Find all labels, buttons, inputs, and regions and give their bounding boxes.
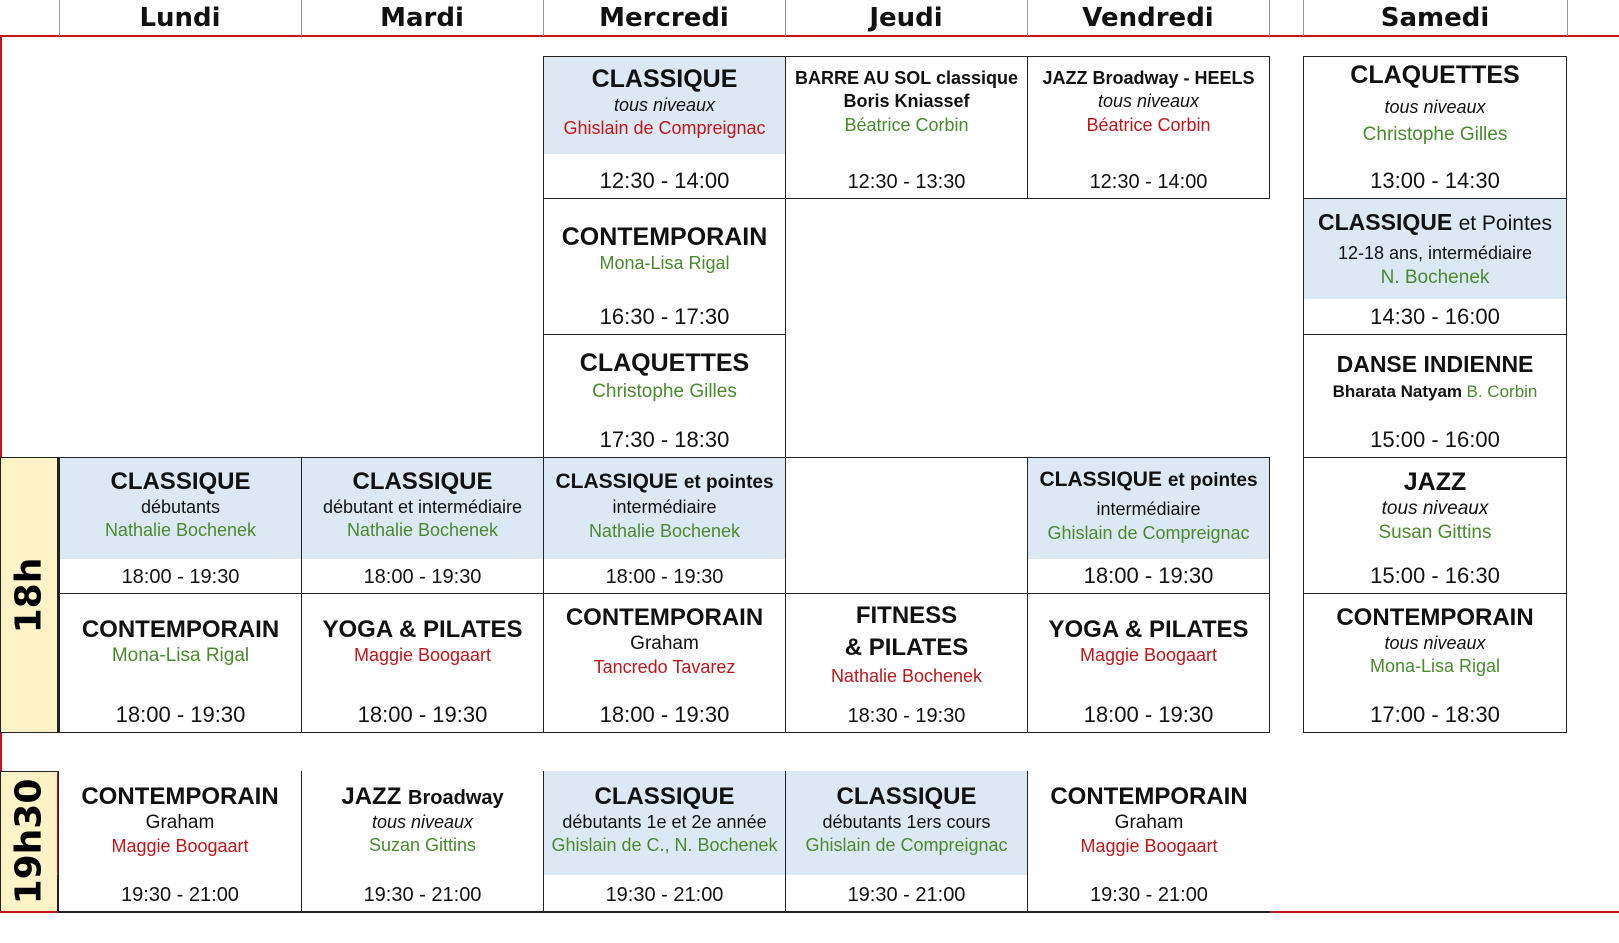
course-title	[555, 470, 773, 494]
course-teacher: Ghislain de Compreignac	[563, 118, 766, 139]
course-time: 16:30 - 17:30	[599, 304, 730, 329]
course-title	[1318, 209, 1552, 236]
course-title: CONTEMPORAIN	[81, 616, 280, 643]
course-wed-contemporain-graham[interactable]	[543, 593, 786, 733]
course-title: CONTEMPORAIN	[561, 223, 768, 251]
course-subtitle: Graham	[1114, 811, 1184, 833]
course-level: tous niveaux	[1097, 91, 1200, 112]
course-wed-classique-1230[interactable]	[543, 56, 786, 199]
course-teacher: Nathalie Bochenek	[830, 665, 983, 686]
course-title: CLASSIQUE	[591, 65, 738, 93]
course-thu-fitness-pilates[interactable]	[785, 593, 1028, 733]
course-level: tous niveaux	[1384, 96, 1486, 117]
course-time: 19:30 - 21:00	[121, 884, 239, 906]
course-time: 15:00 - 16:00	[1370, 427, 1500, 452]
course-subtitle: Boris Kniassef	[843, 91, 970, 112]
course-time: 19:30 - 21:00	[605, 884, 724, 906]
course-time: 18:00 - 19:30	[363, 566, 482, 588]
course-sat-contemporain[interactable]	[1303, 593, 1567, 733]
course-title: CLASSIQUE	[836, 783, 977, 810]
course-level: tous niveaux	[1381, 497, 1489, 519]
course-time: 19:30 - 21:00	[363, 884, 482, 906]
course-title: CLAQUETTES	[1350, 61, 1520, 89]
course-time: 19:30 - 21:00	[1090, 884, 1208, 906]
course-wed-classique-1930[interactable]	[543, 771, 786, 912]
course-time: 17:30 - 18:30	[599, 427, 730, 452]
course-title: CLASSIQUE	[110, 468, 251, 495]
course-tue-yoga-pilates[interactable]	[301, 593, 544, 733]
day-header-lundi: Lundi	[139, 3, 221, 33]
course-level: intermédiaire	[612, 497, 717, 518]
course-time: 14:30 - 16:00	[1370, 304, 1500, 329]
course-teacher: Maggie Boogaart	[1079, 644, 1218, 665]
course-title: CLASSIQUE	[352, 468, 493, 495]
course-title: JAZZ Broadway - HEELS	[1042, 68, 1255, 88]
course-level: débutants 1ers cours	[822, 811, 991, 832]
course-teacher: N. Bochenek	[1380, 266, 1490, 288]
course-title-suffix: et pointes	[683, 472, 774, 493]
course-time: 18:00 - 19:30	[1083, 702, 1214, 727]
course-subtitle: Graham	[145, 811, 215, 833]
day-header-vendredi: Vendredi	[1082, 3, 1214, 33]
course-level: tous niveaux	[371, 811, 474, 832]
course-level: tous niveaux	[613, 94, 716, 115]
course-teacher: Maggie Boogaart	[353, 644, 492, 665]
course-teacher: Béatrice Corbin	[1086, 114, 1211, 135]
course-teacher: Mona-Lisa Rigal	[599, 252, 730, 273]
course-thu-classique-1930[interactable]	[785, 771, 1028, 912]
course-wed-classique-pointes[interactable]	[543, 457, 786, 594]
time-band-label: 18h	[8, 557, 50, 633]
course-mon-classique[interactable]	[59, 457, 302, 594]
course-time: 18:00 - 19:30	[121, 566, 240, 588]
course-teacher: Maggie Boogaart	[1080, 836, 1218, 857]
course-teacher: Béatrice Corbin	[844, 114, 969, 135]
course-teacher: Suzan Gittins	[368, 834, 477, 855]
course-title-line1: FITNESS	[855, 602, 958, 629]
course-teacher: Ghislain de Compreignac	[1047, 522, 1250, 543]
course-title: CONTEMPORAIN	[1336, 604, 1534, 631]
course-time: 18:00 - 19:30	[115, 702, 246, 727]
course-level: débutants 1e et 2e année	[562, 811, 767, 832]
course-title: CLASSIQUE	[594, 783, 735, 810]
time-band-label: 19h30	[8, 778, 50, 905]
course-title: CONTEMPORAIN	[565, 604, 764, 631]
course-fri-jazz-heels[interactable]	[1027, 56, 1270, 199]
course-time: 18:00 - 19:30	[357, 702, 488, 727]
day-header-mercredi: Mercredi	[599, 3, 729, 33]
left-border	[0, 733, 2, 773]
course-time: 12:30 - 13:30	[847, 171, 966, 193]
day-header-mardi: Mardi	[380, 3, 464, 33]
course-sat-danse-indienne[interactable]	[1303, 334, 1567, 458]
course-teacher: Nathalie Bochenek	[104, 519, 257, 540]
course-level: intermédiaire	[1096, 499, 1201, 520]
course-title-main: CLASSIQUE	[555, 470, 678, 493]
course-title	[341, 783, 503, 811]
course-time: 18:30 - 19:30	[847, 705, 966, 727]
course-mon-contemporain[interactable]	[59, 593, 302, 733]
course-time: 15:00 - 16:30	[1370, 563, 1500, 588]
header-divider	[1567, 0, 1568, 36]
course-wed-contemporain-1630[interactable]	[543, 198, 786, 335]
course-fri-classique-pointes[interactable]	[1027, 457, 1270, 594]
course-title: CONTEMPORAIN	[1050, 783, 1248, 810]
course-title-main: JAZZ	[341, 783, 402, 810]
course-time: 18:00 - 19:30	[599, 702, 730, 727]
header-divider	[1269, 0, 1270, 36]
course-title-suffix: et Pointes	[1458, 212, 1552, 235]
course-level: 12-18 ans, intermédiaire	[1337, 243, 1533, 264]
course-title-main: CLASSIQUE	[1039, 468, 1162, 491]
course-time: 12:30 - 14:00	[1089, 171, 1208, 193]
course-wed-claquettes[interactable]	[543, 334, 786, 458]
course-teacher: Christophe Gilles	[592, 380, 737, 402]
course-level: tous niveaux	[1384, 632, 1486, 653]
course-fri-contemporain-1930[interactable]	[1027, 771, 1270, 912]
course-sat-jazz[interactable]	[1303, 457, 1567, 594]
course-time: 18:00 - 19:30	[1083, 563, 1214, 588]
course-title: CLAQUETTES	[579, 349, 750, 377]
course-mon-contemporain-1930[interactable]	[59, 771, 302, 912]
course-title: YOGA & PILATES	[322, 616, 523, 643]
course-title-suffix: Broadway	[408, 787, 504, 809]
course-time: 18:00 - 19:30	[605, 566, 724, 588]
course-teacher: Nathalie Bochenek	[588, 520, 741, 541]
day-header-samedi: Samedi	[1380, 3, 1490, 33]
course-style: Bharata Natyam	[1332, 382, 1463, 402]
course-teacher: Ghislain de C., N. Bochenek	[551, 834, 778, 855]
course-teacher: B. Corbin	[1466, 382, 1538, 402]
time-band-19h30	[0, 771, 58, 912]
course-title-main: CLASSIQUE	[1318, 209, 1453, 235]
course-thu-barre-au-sol[interactable]	[785, 56, 1028, 199]
course-title-suffix: et pointes	[1167, 470, 1258, 491]
course-tue-classique[interactable]	[301, 457, 544, 594]
course-teacher: Christophe Gilles	[1362, 124, 1508, 146]
course-sat-classique-pointes[interactable]	[1303, 198, 1567, 335]
course-title-line2: & PILATES	[844, 634, 969, 662]
course-time: 13:00 - 14:30	[1370, 168, 1500, 193]
course-title: DANSE INDIENNE	[1336, 351, 1534, 377]
course-teacher: Mona-Lisa Rigal	[1369, 655, 1501, 676]
course-fri-yoga-pilates[interactable]	[1027, 593, 1270, 733]
course-teacher: Maggie Boogaart	[111, 836, 249, 857]
course-time: 17:00 - 18:30	[1370, 702, 1500, 727]
course-teacher: Susan Gittins	[1378, 522, 1492, 544]
course-title	[1039, 468, 1257, 492]
course-title: YOGA & PILATES	[1048, 616, 1249, 643]
time-band-18h	[0, 457, 58, 733]
course-title: BARRE AU SOL classique	[794, 68, 1019, 88]
course-time: 19:30 - 21:00	[847, 884, 966, 906]
course-level: débutant et intermédiaire	[322, 496, 523, 517]
course-details	[1333, 381, 1538, 403]
course-time: 12:30 - 14:00	[599, 168, 730, 193]
course-tue-jazz-broadway-1930[interactable]	[301, 771, 544, 912]
course-level: débutants	[140, 496, 221, 517]
day-header-jeudi: Jeudi	[869, 3, 943, 33]
course-teacher: Ghislain de Compreignac	[805, 834, 1008, 855]
course-sat-claquettes[interactable]	[1303, 56, 1567, 199]
course-title: JAZZ	[1403, 468, 1467, 496]
left-border	[0, 37, 2, 457]
course-teacher: Tancredo Tavarez	[593, 657, 736, 678]
course-teacher: Mona-Lisa Rigal	[111, 644, 250, 666]
course-title: CONTEMPORAIN	[81, 783, 279, 810]
course-teacher: Nathalie Bochenek	[346, 519, 499, 540]
course-subtitle: Graham	[630, 632, 699, 654]
